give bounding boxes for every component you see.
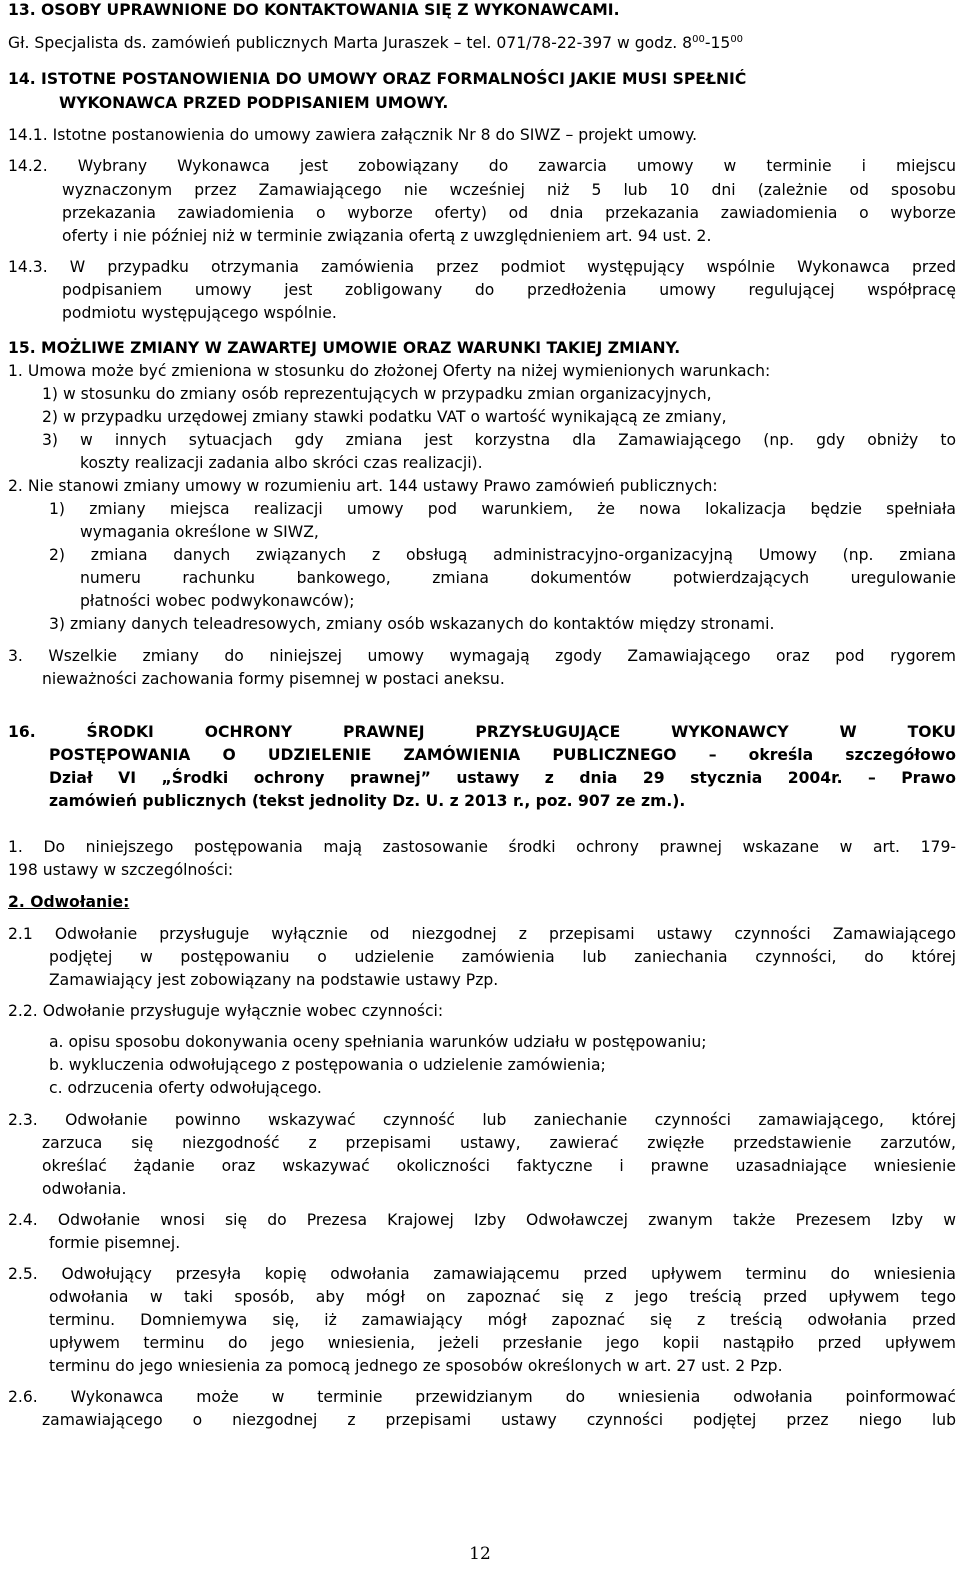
line-text: 2.1 Odwołanie przysługuje wyłącznie od niezgodnej z przepisami ustawy czynności Zamawiającego (8, 925, 956, 943)
line-text: oferty i nie później niż w terminie związania ofertą z uwzględnieniem art. 94 ust. 2. (62, 227, 712, 245)
line-text: zarzuca się niezgodność z przepisami ustawy, zawierać zwięzłe przedstawienie zarzutów, (42, 1134, 956, 1152)
line-text: 3) zmiany danych teleadresowych, zmiany osób wskazanych do kontaktów między stronami. (49, 615, 775, 633)
text-line (8, 33, 828, 53)
line-text: 2. Nie stanowi zmiany umowy w rozumieniu art. 144 ustawy Prawo zamówień publicznych: (8, 477, 718, 495)
text-line (8, 1387, 956, 1407)
text-line (8, 1001, 956, 1021)
text-line (42, 384, 942, 404)
text-line (8, 722, 956, 742)
text-line (49, 947, 956, 967)
line-text: 3) w innych sytuacjach gdy zmiana jest korzystna dla Zamawiającego (np. gdy obniży to (42, 431, 956, 449)
text-line (8, 476, 956, 496)
line-text: 2.5. Odwołujący przesyła kopię odwołania zamawiającemu przed upływem terminu do wniesienia (8, 1265, 956, 1283)
text-line (42, 1179, 956, 1199)
text-line (49, 791, 956, 811)
line-text: 14.2. Wybrany Wykonawca jest zobowiązany do zawarcia umowy w terminie i miejscu (8, 157, 956, 175)
text-line (62, 226, 956, 246)
text-line (49, 1078, 956, 1098)
line-text: podjętej w postępowaniu o udzielenie zamówienia lub zaniechania czynności, do której (49, 948, 956, 966)
text-line (49, 1032, 956, 1052)
line-text: podpisaniem umowy jest zobligowany do przedłożenia umowy regulującej współpracę (62, 281, 956, 299)
line-text: c. odrzucenia oferty odwołującego. (49, 1079, 322, 1097)
text-line (8, 0, 788, 20)
text-line (8, 837, 956, 857)
line-text: nieważności zachowania formy pisemnej w postaci aneksu. (42, 670, 505, 688)
text-line (49, 745, 956, 765)
text-line (8, 361, 956, 381)
text-line (80, 522, 956, 542)
line-text: 2) w przypadku urzędowej zmiany stawki podatku VAT o wartość wynikającą ze zmiany, (42, 408, 727, 426)
line-text: przekazania zawiadomienia o wyborze oferty) od dnia przekazania zawiadomienia o wyborze (62, 204, 956, 222)
text-line (80, 568, 956, 588)
text-line (42, 1410, 956, 1430)
text-line (8, 646, 956, 666)
line-text: 1. Do niniejszego postępowania mają zastosowanie środki ochrony prawnej wskazane w art. 179- (8, 838, 956, 856)
line-text: formie pisemnej. (49, 1234, 181, 1252)
line-text: 1) w stosunku do zmiany osób reprezentujących w przypadku zmian organizacyjnych, (42, 385, 712, 403)
line-text: 1) zmiany miejsca realizacji umowy pod warunkiem, że nowa lokalizacja będzie spełniała (49, 500, 956, 518)
text-line (49, 1233, 956, 1253)
line-text: WYKONAWCA PRZED PODPISANIEM UMOWY. (59, 94, 449, 112)
line-text: odwołania w taki sposób, aby mógł on zapoznać się z jego treścią przed upływem tego (49, 1288, 956, 1306)
text-line (49, 768, 956, 788)
line-text: Dział VI „Środki ochrony prawnej” ustawy z dnia 29 stycznia 2004r. – Prawo (49, 769, 956, 787)
page-number: 12 (469, 1544, 491, 1564)
line-text: 3. Wszelkie zmiany do niniejszej umowy wymagają zgody Zamawiającego oraz pod rygorem (8, 647, 956, 665)
line-text: 2) zmiana danych związanych z obsługą administracyjno-organizacyjną Umowy (np. zmiana (49, 546, 956, 564)
text-line (42, 669, 956, 689)
line-text: -15 (704, 34, 731, 52)
line-text: upływem terminu do jego wniesienia, jeżeli przesłanie jego kopii nastąpiło przed upływem (49, 1334, 956, 1352)
text-line (8, 1264, 956, 1284)
line-text: terminu do jego wniesienia za pomocą jednego ze sposobów określonych w art. 27 ust. 2 Pzp. (49, 1357, 783, 1375)
text-line (62, 303, 956, 323)
line-text: 13. OSOBY UPRAWNIONE DO KONTAKTOWANIA SIĘ Z WYKONAWCAMI. (8, 1, 620, 19)
text-line (8, 1110, 956, 1130)
text-line (80, 453, 956, 473)
line-text: 2. Odwołanie: (8, 893, 130, 911)
line-text: 2.3. Odwołanie powinno wskazywać czynność lub zaniechanie czynności zamawiającego, której (8, 1111, 956, 1129)
line-text: 2.4. Odwołanie wnosi się do Prezesa Krajowej Izby Odwoławczej zwanym także Prezesem Izby w (8, 1211, 956, 1229)
text-line (8, 69, 953, 89)
text-line (62, 180, 956, 200)
text-line (49, 614, 956, 634)
text-line (8, 125, 908, 145)
line-text: zamawiającego o niezgodnej z przepisami ustawy czynności podjętej przez niego lub (42, 1411, 956, 1429)
line-text: terminu. Domniemywa się, iż zamawiający mógł zapoznać się z treścią odwołania przed (49, 1311, 956, 1329)
line-text: 14. ISTOTNE POSTANOWIENIA DO UMOWY ORAZ FORMALNOŚCI JAKIE MUSI SPEŁNIĆ (8, 70, 747, 88)
superscript: 00 (730, 33, 744, 45)
text-line (49, 499, 956, 519)
text-line (8, 156, 956, 176)
text-line (8, 257, 956, 277)
line-text: POSTĘPOWANIA O UDZIELENIE ZAMÓWIENIA PUBLICZNEGO – określa szczegółowo (49, 746, 956, 764)
line-text: wyznaczonym przez Zamawiającego nie wcześniej niż 5 lub 10 dni (zależnie od sposobu (62, 181, 956, 199)
line-text: 14.3. W przypadku otrzymania zamówienia przez podmiot występujący wspólnie Wykonawca przed (8, 258, 956, 276)
text-line (49, 1310, 956, 1330)
line-text: podmiotu występującego wspólnie. (62, 304, 337, 322)
text-line (49, 1333, 956, 1353)
text-line (49, 1287, 956, 1307)
text-line (42, 430, 956, 450)
text-line (49, 1055, 956, 1075)
line-text: Gł. Specjalista ds. zamówień publicznych Marta Juraszek – tel. 071/78-22-397 w godz. 8 (8, 34, 693, 52)
line-text: 16. ŚRODKI OCHRONY PRAWNEJ PRZYSŁUGUJĄCE WYKONAWCY W TOKU (8, 723, 956, 741)
line-text: 2.6. Wykonawca może w terminie przewidzianym do wniesienia odwołania poinformować (8, 1388, 956, 1406)
text-line (49, 545, 956, 565)
line-text: 15. MOŻLIWE ZMIANY W ZAWARTEJ UMOWIE ORAZ WARUNKI TAKIEJ ZMIANY. (8, 339, 681, 357)
text-line (42, 407, 942, 427)
line-text: 198 ustawy w szczególności: (8, 861, 234, 879)
line-text: zamówień publicznych (tekst jednolity Dz. U. z 2013 r., poz. 907 ze zm.). (49, 792, 686, 810)
line-text: Zamawiający jest zobowiązany na podstawie ustawy Pzp. (49, 971, 499, 989)
text-line (8, 924, 956, 944)
text-line (49, 970, 956, 990)
line-text: 1. Umowa może być zmieniona w stosunku do złożonej Oferty na niżej wymienionych warunkach: (8, 362, 771, 380)
line-text: płatności wobec podwykonawców); (80, 592, 355, 610)
text-line (8, 1210, 956, 1230)
line-text: 14.1. Istotne postanowienia do umowy zawiera załącznik Nr 8 do SIWZ – projekt umowy. (8, 126, 698, 144)
text-line (8, 860, 956, 880)
text-line (62, 203, 956, 223)
line-text: 2.2. Odwołanie przysługuje wyłącznie wobec czynności: (8, 1002, 444, 1020)
line-text: b. wykluczenia odwołującego z postępowania o udzielenie zamówienia; (49, 1056, 606, 1074)
line-text: odwołania. (42, 1180, 127, 1198)
text-line (42, 1156, 956, 1176)
superscript: 00 (692, 33, 705, 45)
line-text: numeru rachunku bankowego, zmiana dokumentów potwierdzających uregulowanie (80, 569, 956, 587)
text-line (80, 591, 956, 611)
line-text: a. opisu sposobu dokonywania oceny spełniania warunków udziału w postępowaniu; (49, 1033, 707, 1051)
text-line (8, 338, 878, 358)
line-text: koszty realizacji zadania albo skróci czas realizacji). (80, 454, 483, 472)
line-text: określać żądanie oraz wskazywać okoliczności faktyczne i prawne uzasadniające wniesienie (42, 1157, 956, 1175)
text-line (62, 280, 956, 300)
text-line (49, 1356, 956, 1376)
text-line (59, 93, 459, 113)
line-text: wymagania określone w SIWZ, (80, 523, 319, 541)
text-line (8, 892, 308, 912)
text-line (42, 1133, 956, 1153)
